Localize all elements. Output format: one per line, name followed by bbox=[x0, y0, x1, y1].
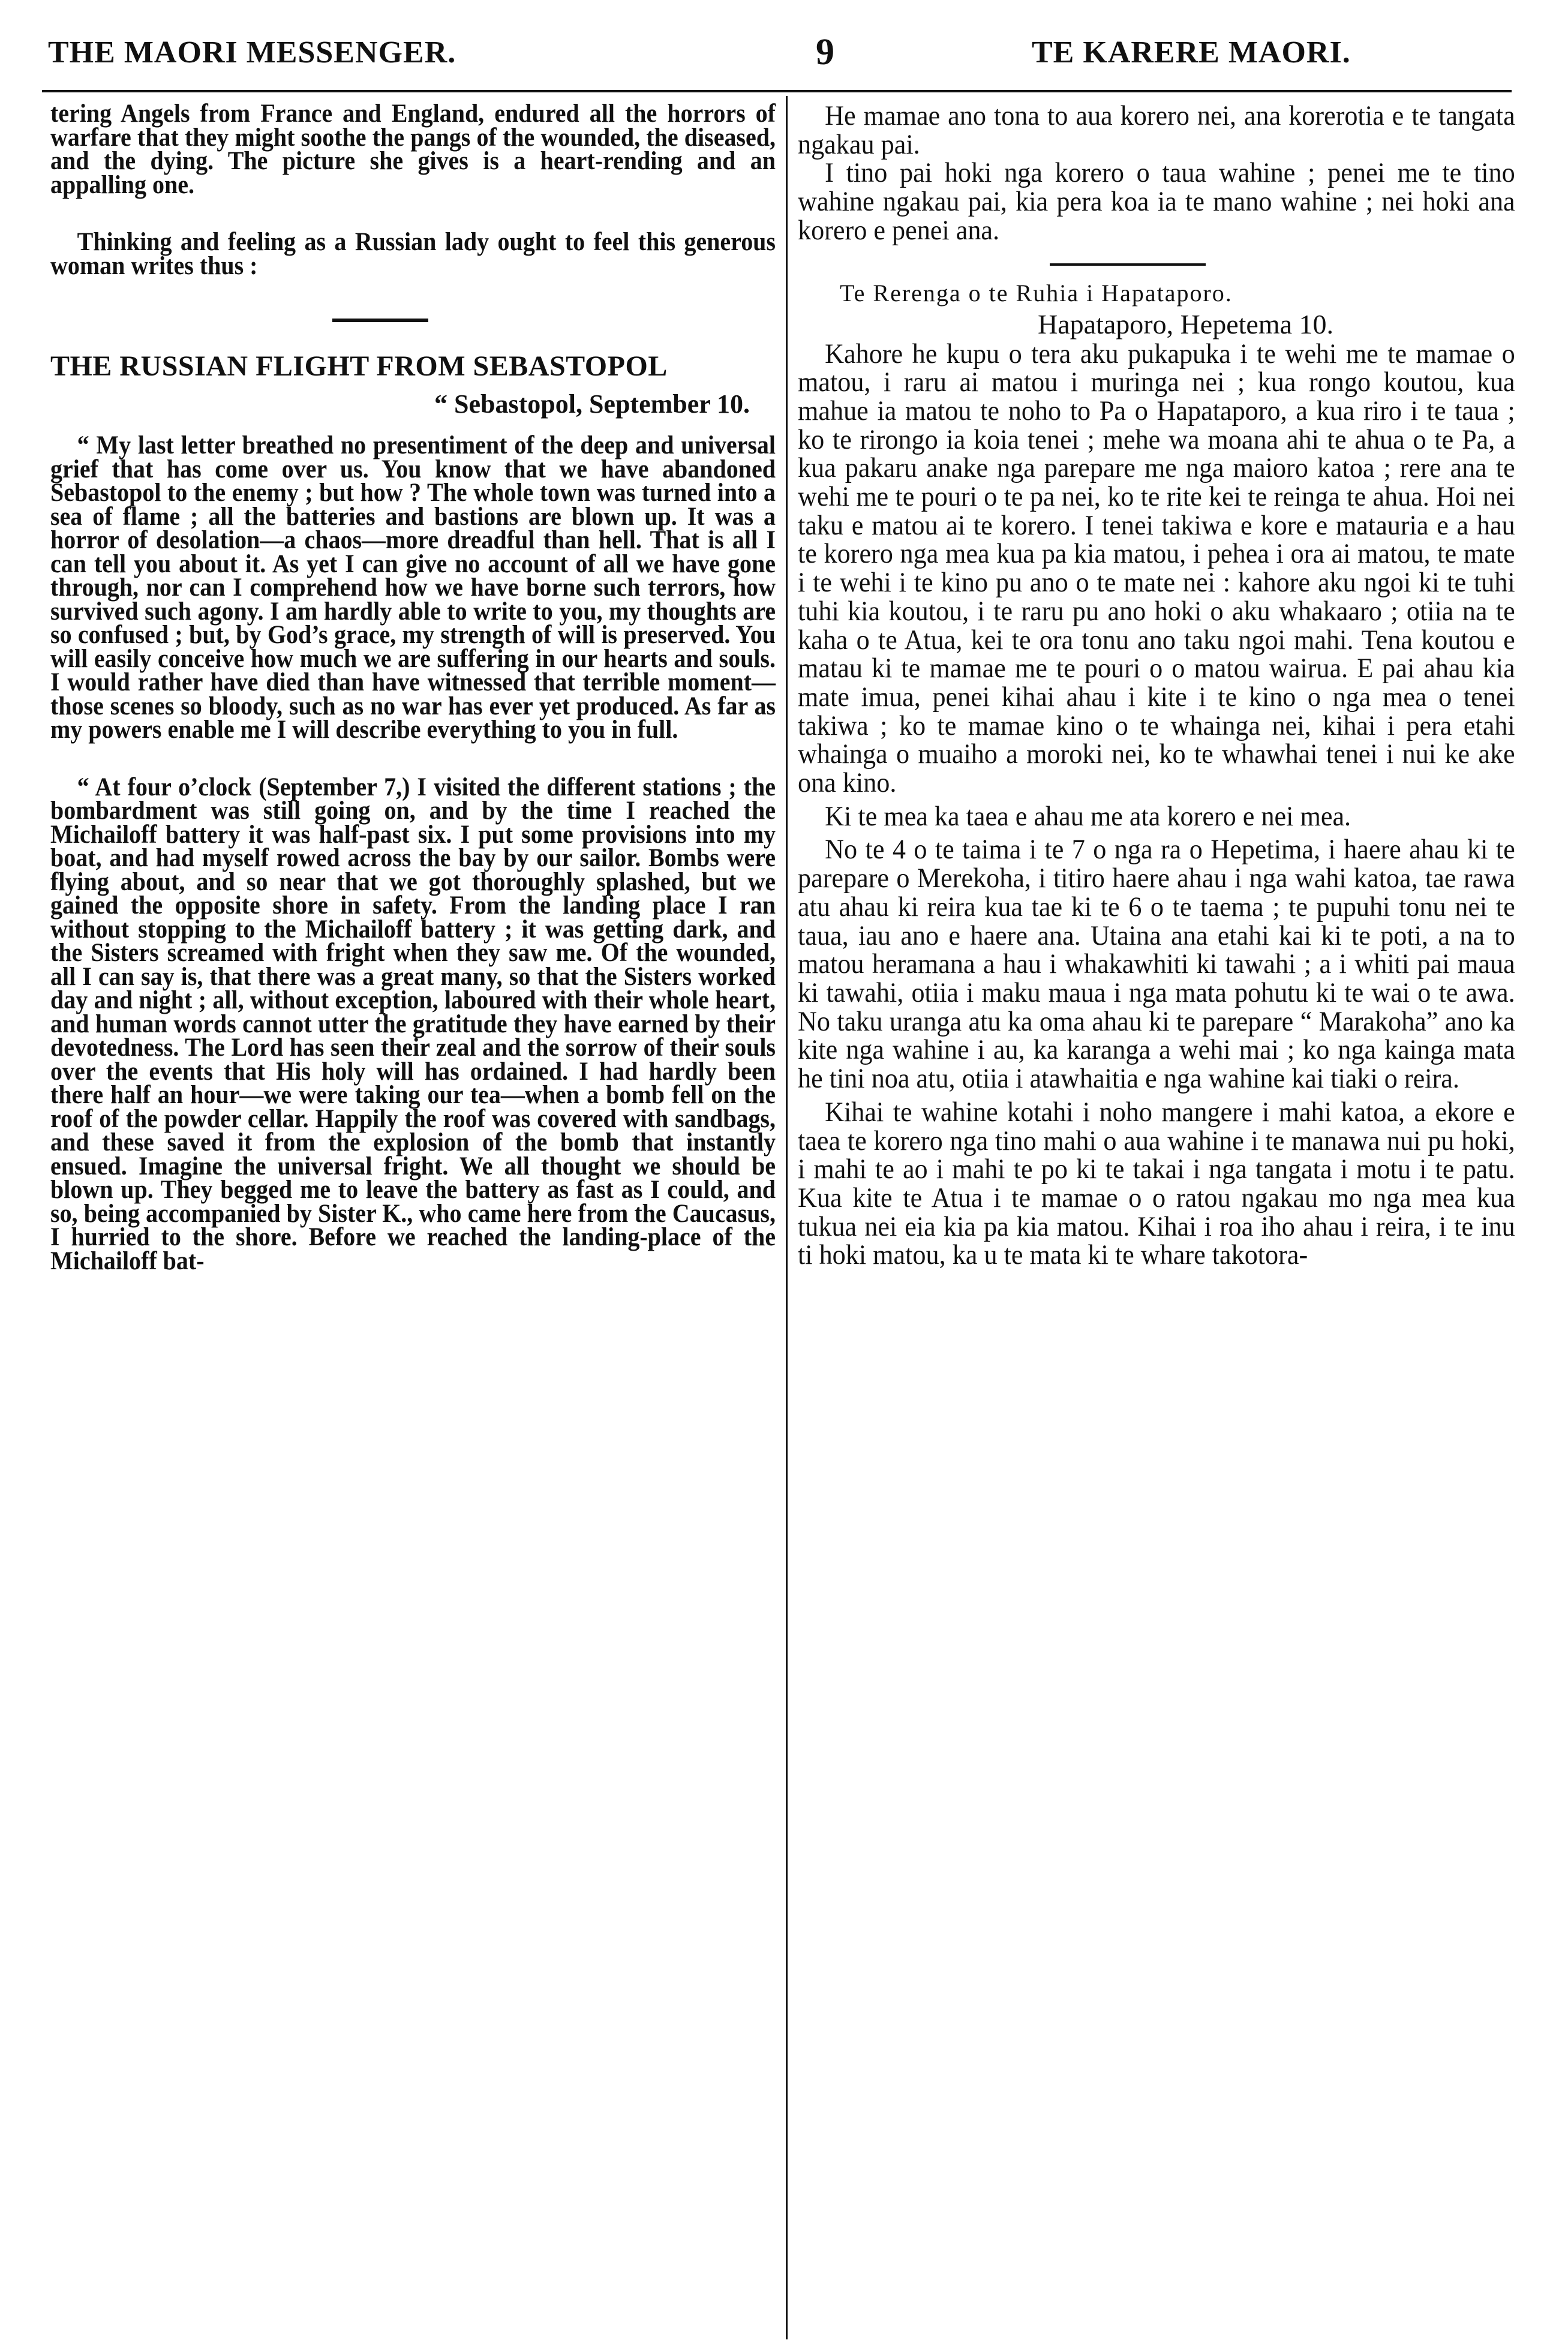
paragraph-maori-3: Kahore he kupu o tera aku pukapuka i te wehi me te mamae o matou, i raru ai matou i muringa nei ; kua rongo koutou, kua mahue ia matou te noho to Pa o Hapataporo, a kua riro i te taua ; ko te rirongo ia koia tenei ; mehe wa moana ahi te ahua o te Pa, a kua pakaru anake nga parepare me nga maioro katoa ; rere ana te wehi me te pouri o te pa nei, ko te rite kei te reinga te ahua. Hoi nei taku e matou ai te korero. I tenei takiwa e kore e matauria e a hau te korero nga mea kua pa kia matou, i pehea i ora ai matou, te mate i te wehi i te kino pu ano o te mate nei : kahore aku ngoi ki te tuhi tuhi kia koutou, i te raru pu ano hoki o aku whakaaro ; otiia na te kaha o te Atua, kei te ora tonu ano taku ngoi mahi. Tena koutou e matau ki te mamae me te pouri o o matou wairua. E pai ahau kia mate imua, penei kihai ahau i kite i te kino o nga mea o tenei takiwa ; ko te mamae kino o te whainga nei, kihai i pera etahi whainga o muaiho a moroki nei, ko te whawhai tenei i nui ke ake ona kino. bbox=[798, 338, 1515, 799]
english-column bbox=[50, 102, 776, 1273]
paragraph-maori-1: He mamae ano tona to aua korero nei, ana korerotia e te tangata ngakau pai. bbox=[798, 100, 1515, 160]
section-rule bbox=[332, 319, 428, 322]
paragraph-letter-1: “ My last letter breathed no presentiment of the deep and universal grief that has come over us. You know that we have abandoned Sebastopol to the enemy ; but how ? The whole town was turned into a sea of flame ; all the batteries and bastions are blown up. It was a horror of desolation—a chaos—more dreadful than hell. That is all I can tell you about it. As yet I can give no account of all we have gone through, nor can I comprehend how we have borne such terrors, how survived such agony. I am hardly able to write to you, my thoughts are so confused ; but, by God’s grace, my strength of will is preserved. You will easily conceive how much we are suffering in our hearts and souls. I would rather have died than have witnessed that terrible moment—those scenes so bloody, such as no war has ever yet produced. As far as my powers enable me I will describe everything to you in full. bbox=[50, 431, 776, 744]
article-title: THE RUSSIAN FLIGHT FROM SEBASTOPOL bbox=[50, 350, 668, 382]
header-rule bbox=[42, 90, 1512, 92]
paragraph-lead-in: Thinking and feeling as a Russian lady ought to feel this generous woman writes thus : bbox=[50, 228, 776, 280]
section-rule bbox=[1050, 263, 1206, 266]
header-title-maori: TE KARERE MAORI. bbox=[1032, 35, 1351, 70]
paragraph-maori-2: I tino pai hoki nga korero o taua wahine ; penei me te tino wahine ngakau pai, kia pera koa ia te mano wahine ; nei hoki ana korero e penei ana. bbox=[798, 157, 1515, 246]
letter-dateline-maori: Hapataporo, Hepetema 10. bbox=[1038, 308, 1334, 340]
paragraph-maori-4: Ki te mea ka taea e ahau me ata korero e nei mea. bbox=[825, 800, 1351, 832]
paragraph-maori-6: Kihai te wahine kotahi i noho mangere i mahi katoa, a ekore e taea te korero nga tino mahi o aua wahine i te manawa nui pu hoki, i mahi te ao i mahi te po ki te takai i nga tangata i motu i te patu. Kua kite te Atua i te mamae o o ratou ngakau mo nga mea kua tukua nei eia kia pa kia matou. Kihai i roa iho ahau i reira, i te inu ti hoki matou, ka u te mata ki te whare takotora- bbox=[798, 1096, 1515, 1271]
header-title-english: THE MAORI MESSENGER. bbox=[48, 35, 456, 70]
column-divider bbox=[786, 96, 788, 2339]
page-number: 9 bbox=[816, 32, 835, 73]
paragraph-intro: tering Angels from France and England, endured all the horrors of warfare that they might soothe the pangs of the wounded, the diseased, and the dying. The picture she gives is a heart-rending and an appalling one. bbox=[50, 100, 776, 199]
page-header bbox=[42, 23, 1512, 89]
letter-dateline: “ Sebastopol, September 10. bbox=[434, 389, 750, 419]
article-heading-maori: Te Rerenga o te Ruhia i Hapataporo. bbox=[840, 279, 1233, 307]
maori-column bbox=[798, 102, 1515, 1270]
paragraph-letter-2: “ At four o’clock (September 7,) I visited the different stations ; the bombardment was still going on, and by the time I reached the Michailoff battery it was half-past six. I put some provisions into my boat, and had myself rowed across the bay by our sailor. Bombs were flying about, and so near that we got thoroughly splashed, but we gained the opposite shore in safety. From the landing place I ran without stopping to the Michailoff battery ; it was getting dark, and the Sisters screamed with fright when they saw me. Of the wounded, all I can say is, that there was a great many, so that the Sisters worked day and night ; all, without exception, laboured with their whole heart, and human words cannot utter the gratitude they have earned by their devotedness. The Lord has seen their zeal and the sorrow of their souls over the events that His holy will has ordained. I had hardly been there half an hour—we were taking our tea—when a bomb fell on the roof of the powder cellar. Happily the roof was covered with sandbags, and these saved it from the explosion of the bomb that instantly ensued. Imagine the universal fright. We all thought we should be blown up. They begged me to leave the battery as fast as I could, and so, being accompanied by Sister K., who came here from the Caucasus, I hurried to the shore. Before we reached the landing-place of the Michailoff bat- bbox=[50, 773, 776, 1275]
paragraph-maori-5: No te 4 o te taima i te 7 o nga ra o Hepetima, i haere ahau ki te parepare o Merekoha, i titiro haere ahau i nga wahi katoa, tae rawa atu ahau ki reira kua tae ki te 6 o te taema ; te pupuhi tonu nei te taua, iau ano e haere ana. Utaina ana etahi kai ki te poti, a na to matou heramana a hau i whakawhiti ki tawahi ; a i whiti pai maua ki tawahi, otiia i maku maua i nga mata pohutu ki te wai o te awa. No taku uranga atu ka oma ahau ki te parepare “ Marakoha” ano ka kite nga wahine i au, ka karanga a wehi mai ; ko nga kainga mata he tini noa atu, otiia i atawhaitia e nga wahine kai tiaki o reira. bbox=[798, 834, 1515, 1095]
